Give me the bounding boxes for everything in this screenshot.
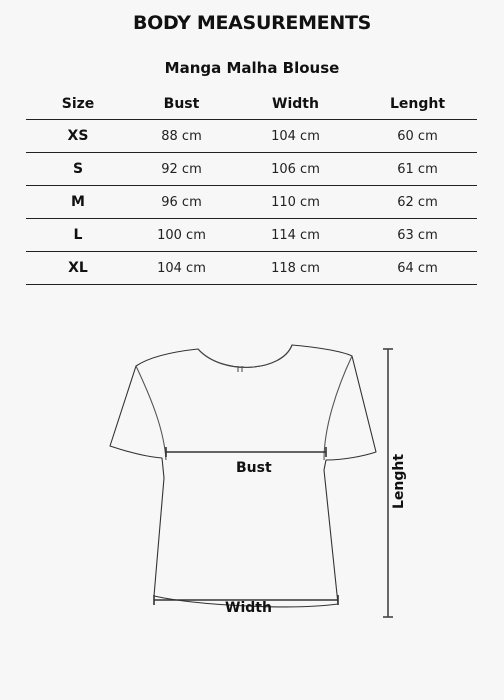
page-title: BODY MEASUREMENTS: [132, 12, 372, 34]
length-cell: 60 cm: [358, 120, 477, 153]
table-row: [26, 120, 477, 153]
bust-measure-line: [166, 447, 326, 457]
width-cell: 114 cm: [233, 219, 358, 252]
table-header-row: [26, 89, 477, 120]
bust-cell: 88 cm: [130, 120, 233, 153]
table-row: [26, 219, 477, 252]
table-row: [26, 252, 477, 285]
width-cell: 118 cm: [233, 252, 358, 285]
header-length: Lenght: [358, 89, 477, 120]
length-label: Lenght: [391, 453, 407, 509]
width-cell: 106 cm: [233, 153, 358, 186]
bust-cell: 104 cm: [130, 252, 233, 285]
bust-cell: 100 cm: [130, 219, 233, 252]
length-cell: 62 cm: [358, 186, 477, 219]
size-cell: M: [26, 186, 130, 219]
header-width: Width: [233, 89, 358, 120]
width-label: Width: [225, 600, 272, 616]
bust-label: Bust: [236, 460, 272, 476]
width-cell: 110 cm: [233, 186, 358, 219]
table-row: [26, 153, 477, 186]
width-cell: 104 cm: [233, 120, 358, 153]
size-table: [26, 89, 477, 285]
length-cell: 61 cm: [358, 153, 477, 186]
size-cell: XL: [26, 252, 130, 285]
length-cell: 64 cm: [358, 252, 477, 285]
blouse-diagram: [0, 330, 504, 700]
length-cell: 63 cm: [358, 219, 477, 252]
header-bust: Bust: [130, 89, 233, 120]
bust-cell: 92 cm: [130, 153, 233, 186]
bust-cell: 96 cm: [130, 186, 233, 219]
size-cell: S: [26, 153, 130, 186]
size-cell: L: [26, 219, 130, 252]
size-cell: XS: [26, 120, 130, 153]
product-name: Manga Malha Blouse: [164, 59, 340, 77]
table-row: [26, 186, 477, 219]
header-size: Size: [26, 89, 130, 120]
